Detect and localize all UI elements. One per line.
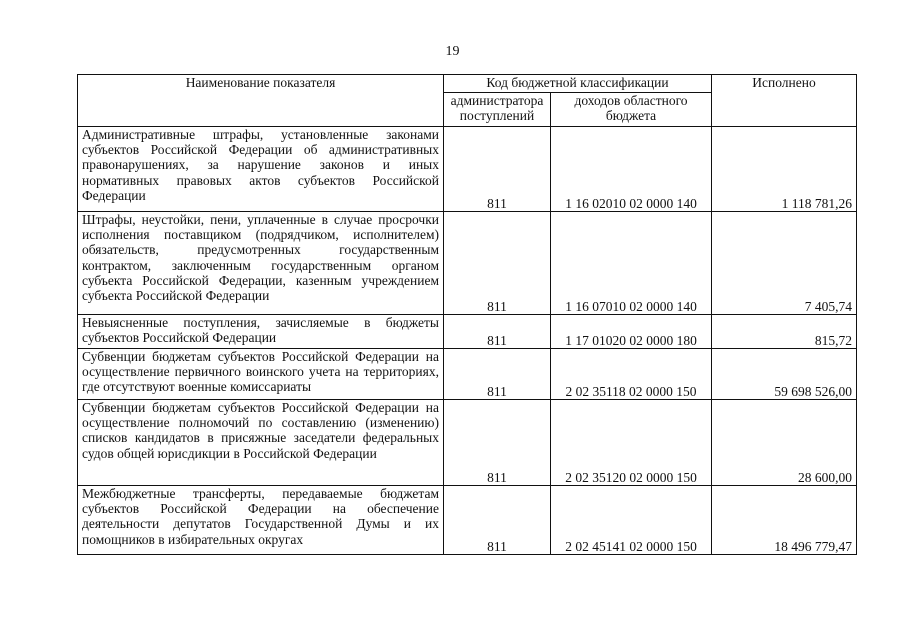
row-executed-amount: 28 600,00: [712, 400, 857, 486]
header-indicator-name: Наименование показателя: [78, 75, 444, 127]
row-indicator-name: Административные штрафы, установленные законами субъектов Российской Федерации об административных правонарушениях, за нарушение законов и иных нормативных правовых актов субъектов Российской Федерации: [78, 127, 444, 212]
table-row: [78, 212, 857, 315]
row-administrator-code: 811: [444, 349, 551, 400]
row-income-code: 1 16 02010 02 0000 140: [551, 127, 712, 212]
row-income-code: 2 02 45141 02 0000 150: [551, 486, 712, 555]
row-indicator-name: Штрафы, неустойки, пени, уплаченные в случае просрочки исполнения поставщиком (подрядчиком, исполнителем) обязательств, предусмотренных государственным контрактом, заключенным государственным органом субъекта Российской Федерации, казенным учреждением субъекта Российской Федерации: [78, 212, 444, 315]
table-row: [78, 400, 857, 486]
row-income-code: 2 02 35118 02 0000 150: [551, 349, 712, 400]
row-administrator-code: 811: [444, 400, 551, 486]
header-executed: Исполнено: [712, 75, 857, 127]
row-indicator-name: Невыясненные поступления, зачисляемые в бюджеты субъектов Российской Федерации: [78, 315, 444, 349]
row-administrator-code: 811: [444, 127, 551, 212]
row-income-code: 2 02 35120 02 0000 150: [551, 400, 712, 486]
row-administrator-code: 811: [444, 315, 551, 349]
row-indicator-name: Субвенции бюджетам субъектов Российской Федерации на осуществление первичного воинского учета на территориях, где отсутствуют военные комиссариаты: [78, 349, 444, 400]
row-executed-amount: 7 405,74: [712, 212, 857, 315]
row-indicator-name: Субвенции бюджетам субъектов Российской Федерации на осуществление полномочий по составлению (изменению) списков кандидатов в присяжные заседатели федеральных судов общей юрисдикции в Российской Федерации: [78, 400, 444, 486]
header-regional-budget-income: доходов областного бюджета: [551, 93, 712, 127]
row-executed-amount: 18 496 779,47: [712, 486, 857, 555]
row-income-code: 1 17 01020 02 0000 180: [551, 315, 712, 349]
row-executed-amount: 1 118 781,26: [712, 127, 857, 212]
budget-income-table: [77, 74, 857, 555]
table-row: [78, 127, 857, 212]
table-row: [78, 486, 857, 555]
row-executed-amount: 815,72: [712, 315, 857, 349]
row-executed-amount: 59 698 526,00: [712, 349, 857, 400]
table-row: [78, 315, 857, 349]
row-administrator-code: 811: [444, 486, 551, 555]
row-indicator-name: Межбюджетные трансферты, передаваемые бюджетам субъектов Российской Федерации на обеспечение деятельности депутатов Государственной Думы и их помощников в избирательных округах: [78, 486, 444, 555]
table-row: [78, 349, 857, 400]
page-number: 19: [445, 44, 460, 59]
header-budget-classification-code: Код бюджетной классификации: [444, 75, 712, 93]
row-administrator-code: 811: [444, 212, 551, 315]
row-income-code: 1 16 07010 02 0000 140: [551, 212, 712, 315]
header-administrator: администратора поступлений: [444, 93, 551, 127]
